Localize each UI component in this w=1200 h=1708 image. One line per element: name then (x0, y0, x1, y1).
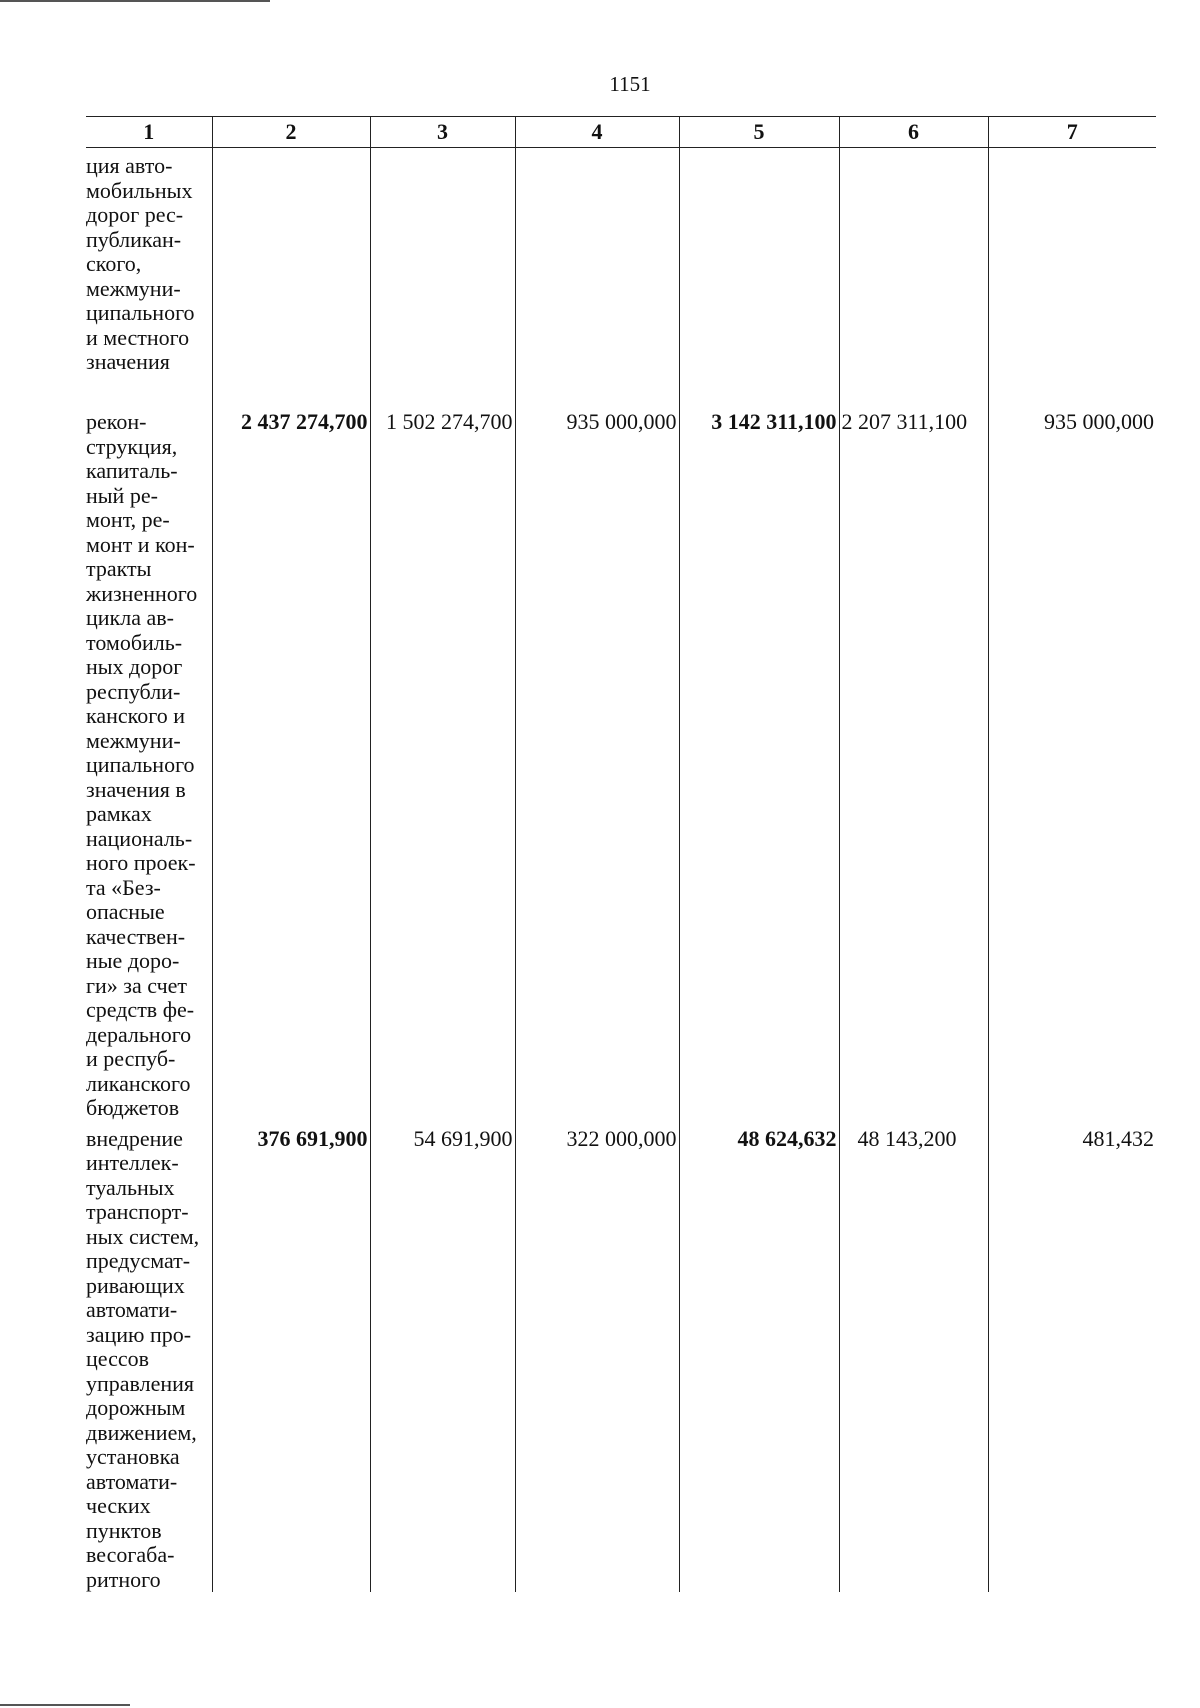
row-description (86, 398, 212, 1121)
description-line: бюджетов (86, 1095, 180, 1120)
description-line: внедрение (86, 1125, 183, 1151)
description-line: установка (86, 1444, 180, 1469)
cell-total (212, 148, 370, 399)
description-line: ция авто- (86, 153, 173, 178)
description-line: дерального (86, 1021, 192, 1047)
budget-table (86, 116, 1156, 1592)
description-line: автомати- (86, 1297, 178, 1322)
description-line: интеллек- (86, 1150, 179, 1175)
description-line: капиталь- (86, 458, 178, 483)
description-line: цикла ав- (86, 605, 174, 630)
column-header-3: 3 (370, 117, 515, 148)
description-line: ги» за счет (86, 972, 188, 998)
description-line: межмуни- (86, 275, 181, 301)
description-line: публикан- (86, 226, 182, 252)
cell-value: 48 143,200 (839, 1121, 988, 1593)
description-line: ный ре- (86, 482, 158, 508)
cell-value: 54 691,900 (370, 1121, 515, 1593)
description-line: предусмат- (86, 1248, 191, 1273)
description-line: и местного (86, 324, 190, 350)
description-line: автомати- (86, 1468, 178, 1494)
description-line: тракты (86, 556, 152, 581)
cell-total: 376 691,900 (212, 1121, 370, 1593)
table-header-row (86, 117, 1156, 148)
column-header-2: 2 (212, 117, 370, 148)
description-line: та «Без- (86, 874, 161, 900)
cell-value (370, 148, 515, 399)
description-line: ликанского (86, 1070, 191, 1096)
description-line: ритного (86, 1566, 161, 1592)
description-line: зацию про- (86, 1321, 192, 1347)
description-line: значения (86, 349, 170, 374)
description-line: ципального (86, 752, 195, 777)
cell-total (679, 148, 839, 399)
description-line: дорог рес- (86, 202, 184, 227)
description-line: цессов (86, 1346, 150, 1371)
row-description (86, 1121, 212, 1593)
cell-total: 3 142 311,100 (679, 398, 839, 1121)
cell-value: 1 502 274,700 (370, 398, 515, 1121)
cell-value: 935 000,000 (988, 398, 1156, 1121)
description-line: управления (86, 1370, 195, 1396)
budget-table-container (86, 116, 1156, 1592)
description-line: транспорт- (86, 1199, 189, 1224)
cell-value (515, 148, 679, 399)
description-line: канского и (86, 703, 185, 728)
description-line: движением, (86, 1419, 197, 1445)
description-line: дорожным (86, 1395, 186, 1420)
description-line: ные доро- (86, 948, 180, 973)
cell-value: 481,432 (988, 1121, 1156, 1593)
description-line: и респуб- (86, 1046, 176, 1071)
table-row (86, 1121, 1156, 1593)
table-row (86, 398, 1156, 1121)
column-header-6: 6 (839, 117, 988, 148)
description-line: националь- (86, 825, 193, 851)
cell-value: 322 000,000 (515, 1121, 679, 1593)
column-header-1: 1 (86, 117, 212, 148)
description-line: средств фе- (86, 997, 195, 1022)
column-header-4: 4 (515, 117, 679, 148)
description-line: ных систем, (86, 1223, 200, 1249)
description-line: ципального (86, 300, 195, 325)
row-description (86, 148, 212, 399)
description-line: межмуни- (86, 727, 181, 753)
description-line: рекон- (86, 409, 147, 434)
column-header-5: 5 (679, 117, 839, 148)
cell-value (988, 148, 1156, 399)
description-line: ривающих (86, 1272, 185, 1298)
scan-artifact-top (0, 0, 270, 2)
description-line: ного проек- (86, 850, 196, 875)
description-line: томобиль- (86, 629, 183, 655)
page-number: 1151 (609, 72, 651, 96)
description-line: значения в (86, 776, 186, 802)
description-line: жизненного (86, 580, 198, 606)
description-line: рамках (86, 801, 152, 826)
cell-value: 2 207 311,100 (839, 398, 988, 1121)
description-line: струкция, (86, 433, 178, 459)
cell-total: 48 624,632 (679, 1121, 839, 1593)
description-line: качествен- (86, 923, 186, 949)
cell-value (839, 148, 988, 399)
description-line: весогаба- (86, 1542, 175, 1567)
description-line: республи- (86, 678, 181, 704)
cell-total: 2 437 274,700 (212, 398, 370, 1121)
description-line: мобильных (86, 177, 193, 203)
description-line: ского, (86, 251, 142, 276)
cell-value: 935 000,000 (515, 398, 679, 1121)
description-line: опасные (86, 899, 165, 924)
description-line: монт и кон- (86, 531, 195, 557)
scan-artifact-bottom (0, 1704, 130, 1706)
description-line: туальных (86, 1174, 175, 1200)
description-line: монт, ре- (86, 507, 170, 532)
table-row (86, 148, 1156, 399)
column-header-7: 7 (988, 117, 1156, 148)
description-line: ческих (86, 1493, 151, 1518)
description-line: ных дорог (86, 654, 183, 679)
description-line: пунктов (86, 1517, 162, 1543)
